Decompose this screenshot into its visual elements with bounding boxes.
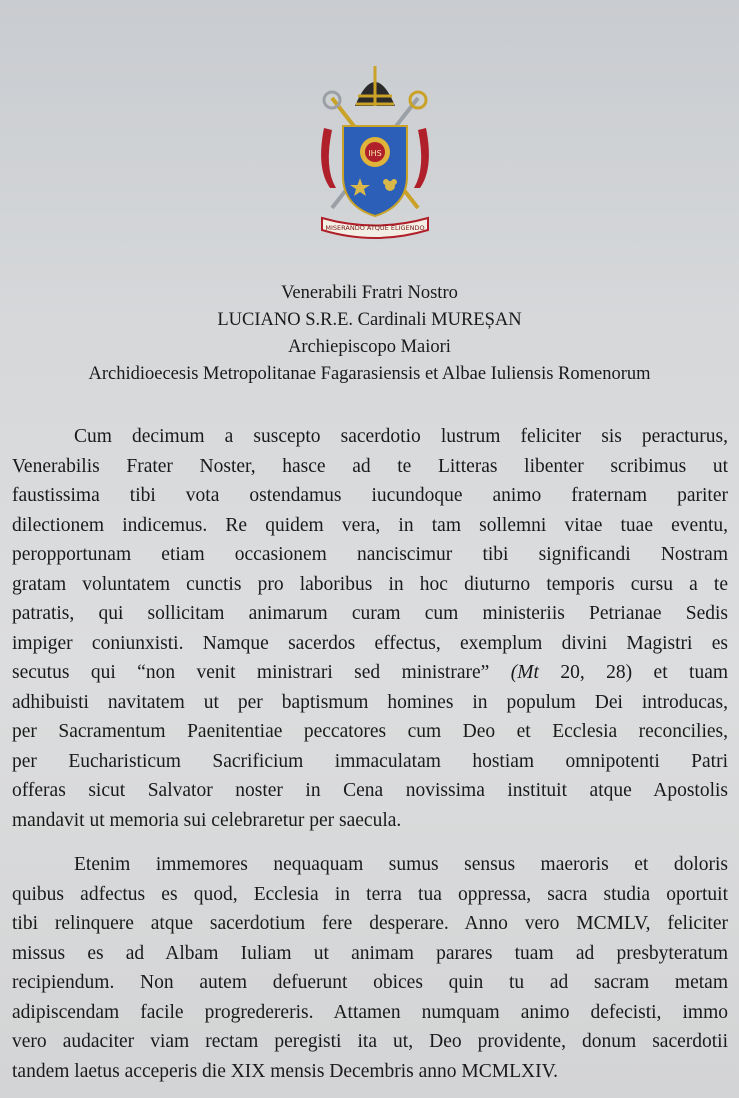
text-line-with-citation (12, 658, 728, 688)
mitre-icon (355, 66, 395, 106)
text-line: peropportunam etiam occasionem nanciscimur tibi significandi Nostram (12, 544, 728, 565)
svg-text:MISERANDO ATQUE ELIGENDO: MISERANDO ATQUE ELIGENDO (325, 224, 425, 232)
text-line: missus es ad Albam Iuliam ut animam parares tuam ad presbyteratum (12, 942, 728, 964)
text-line: offeras sicut Salvator noster in Cena novissima instituit atque Apostolis (12, 780, 728, 801)
citation-rest: 20, 28) et tuam (560, 662, 729, 683)
text-line: recipiendum. Non autem defuerunt obices quin tu ad sacram metam (12, 972, 728, 993)
text-line: Etenim immemores nequaquam sumus sensus maeroris et doloris (74, 854, 728, 875)
title-line: Archiepiscopo Maiori (288, 337, 451, 357)
papal-coat-of-arms (310, 58, 440, 243)
text-line: tibi relinquere atque sacerdotium fere desperare. Anno vero MCMLV, feliciter (12, 913, 728, 934)
text-line: adipiscendam facile progredereris. Attamen numquam animo defecisti, immo (12, 1001, 728, 1023)
letter-body (12, 422, 728, 1086)
text-line: vero audaciter viam rectam peregisti ita ut, Deo providente, donum sacerdotii (12, 1031, 728, 1052)
text-line: Venerabilis Frater Noster, hasce ad te Litteras libenter scribimus ut (12, 455, 728, 477)
text-line: dilectionem indicemus. Re quidem vera, in tam sollemni vitae tuae eventu, (12, 514, 728, 536)
text-line: adhibuisti navitatem ut per baptismum homines in populum Dei introducas, (12, 691, 728, 713)
citation-ref: (Mt (510, 662, 539, 683)
text-line: tandem laetus acceperis die XIX mensis Decembris anno MCMLXIV. (12, 1060, 559, 1082)
text-line: quibus adfectus es quod, Ecclesia in terra tua oppressa, sacra studia oportuit (12, 883, 728, 905)
text-line: gratam voluntatem cunctis pro laboribus in hoc diuturno temporis cursu a te (12, 573, 728, 595)
sun-emblem-icon (360, 137, 390, 167)
text-segment: secutus qui “non venit ministrari sed ministrare” (12, 662, 490, 683)
salutation-line: Venerabili Fratri Nostro (281, 283, 458, 303)
salutation-block (0, 280, 739, 388)
text-line: Cum decimum a suscepto sacerdotio lustrum feliciter sis peracturus, (74, 426, 728, 447)
svg-text:IHS: IHS (368, 149, 382, 158)
archdiocese-line: Archidioecesis Metropolitanae Fagarasiensis et Albae Iuliensis Romenorum (88, 364, 651, 384)
paragraph-1 (12, 422, 728, 835)
paragraph-2 (12, 850, 728, 1086)
text-line: faustissima tibi vota ostendamus iucundoque animo fraternam pariter (12, 485, 728, 506)
text-line: impiger coniunxisti. Namque sacerdos effectus, exemplum divini Magistri es (12, 632, 728, 654)
text-line: mandavit ut memoria sui celebraretur per saecula. (12, 809, 402, 831)
text-line: per Sacramentum Paenitentiae peccatores cum Deo et Ecclesia reconcilies, (12, 721, 728, 742)
text-line: patratis, qui sollicitam animarum curam cum ministeriis Petrianae Sedis (12, 603, 728, 624)
cardinal-name: LUCIANO S.R.E. Cardinali MUREȘAN (217, 310, 522, 330)
text-line: per Eucharisticum Sacrificium immaculatam hostiam omnipotenti Patri (12, 750, 728, 772)
